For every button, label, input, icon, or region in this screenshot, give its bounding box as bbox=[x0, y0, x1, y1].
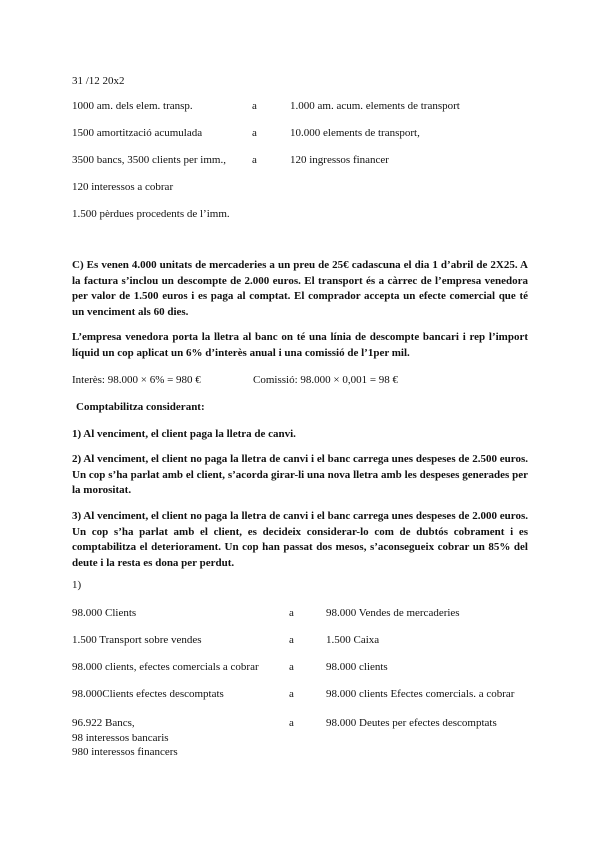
accounting-heading: Comptabilitza considerant: bbox=[76, 401, 205, 413]
answer-debit-5c: 980 interessos financers bbox=[72, 746, 178, 758]
entry1-credit-3: 120 ingressos financer bbox=[290, 154, 389, 166]
answer-sep-1: a bbox=[289, 607, 294, 619]
entry1-sep-1: a bbox=[252, 100, 257, 112]
problem-statement-c: C) Es venen 4.000 unitats de mercaderies a un preu de 25€ cadascuna el dia 1 d’abril de 2X25. A la factura s’inclou un descompte de 2.000 euros. El transport és a càrrec de l’empresa venedora per valor de 1.500 euros i es paga al comptat. El comprador accepta un efecte comercial que té un venciment als 60 dies. bbox=[72, 259, 528, 318]
case-1: 1) Al venciment, el client paga la lletra de canvi. bbox=[72, 428, 296, 440]
answer-debit-3: 98.000 clients, efectes comercials a cobrar bbox=[72, 661, 259, 673]
commission-calc: Comissió: 98.000 × 0,001 = 98 € bbox=[253, 374, 399, 386]
case-2: 2) Al venciment, el client no paga la lletra de canvi i el banc carrega unes despeses de 2.500 euros. Un cop s’ha parlat amb el client, s’acorda girar-li una nova lletra amb les despeses generades per la morositat. bbox=[72, 453, 528, 496]
answer-debit-2: 1.500 Transport sobre vendes bbox=[72, 634, 202, 646]
entry1-sep-3: a bbox=[252, 154, 257, 166]
entry1-debit-5: 1.500 pèrdues procedents de l’imm. bbox=[72, 208, 230, 220]
answer-credit-5: 98.000 Deutes per efectes descomptats bbox=[326, 717, 497, 729]
date-heading: 31 /12 20x2 bbox=[72, 75, 125, 87]
answer-sep-5: a bbox=[289, 717, 294, 729]
interest-calc: Interès: 98.000 × 6% = 980 € bbox=[72, 374, 201, 386]
entry1-debit-1: 1000 am. dels elem. transp. bbox=[72, 100, 193, 112]
answer-credit-4: 98.000 clients Efectes comercials. a cobrar bbox=[326, 688, 515, 700]
entry1-credit-1: 1.000 am. acum. elements de transport bbox=[290, 100, 460, 112]
answer-sep-2: a bbox=[289, 634, 294, 646]
answer-sep-4: a bbox=[289, 688, 294, 700]
answer-debit-5b: 98 interessos bancaris bbox=[72, 732, 169, 744]
answer-credit-1: 98.000 Vendes de mercaderies bbox=[326, 607, 460, 619]
problem-bank-discount: L’empresa venedora porta la lletra al banc on té una línia de descompte bancari i rep l’import líquid un cop aplicat un 6% d’interès anual i una comissió de l’1per mil. bbox=[72, 331, 528, 359]
answer-credit-2: 1.500 Caixa bbox=[326, 634, 380, 646]
answer-credit-3: 98.000 clients bbox=[326, 661, 388, 673]
entry1-credit-2: 10.000 elements de transport, bbox=[290, 127, 420, 139]
entry1-debit-4: 120 interessos a cobrar bbox=[72, 181, 174, 193]
answer-debit-4: 98.000Clients efectes descomptats bbox=[72, 688, 224, 700]
answer-debit-5: 96.922 Bancs, bbox=[72, 717, 135, 729]
answer-1-label: 1) bbox=[72, 579, 82, 591]
entry1-debit-3: 3500 bancs, 3500 clients per imm., bbox=[72, 154, 226, 166]
case-3: 3) Al venciment, el client no paga la lletra de canvi i el banc carrega unes despeses de 2.000 euros. Un cop s’ha parlat amb el client, es decideix considerar-lo com de dubtós cobrament i es comptabilitza el deteriorament. Un cop han passat dos mesos, s’aconsegueix cobrar un 85% del deute i la resta es dona per perdut. bbox=[72, 510, 528, 569]
entry1-debit-2: 1500 amortització acumulada bbox=[72, 127, 203, 139]
answer-sep-3: a bbox=[289, 661, 294, 673]
entry1-sep-2: a bbox=[252, 127, 257, 139]
answer-debit-1: 98.000 Clients bbox=[72, 607, 137, 619]
